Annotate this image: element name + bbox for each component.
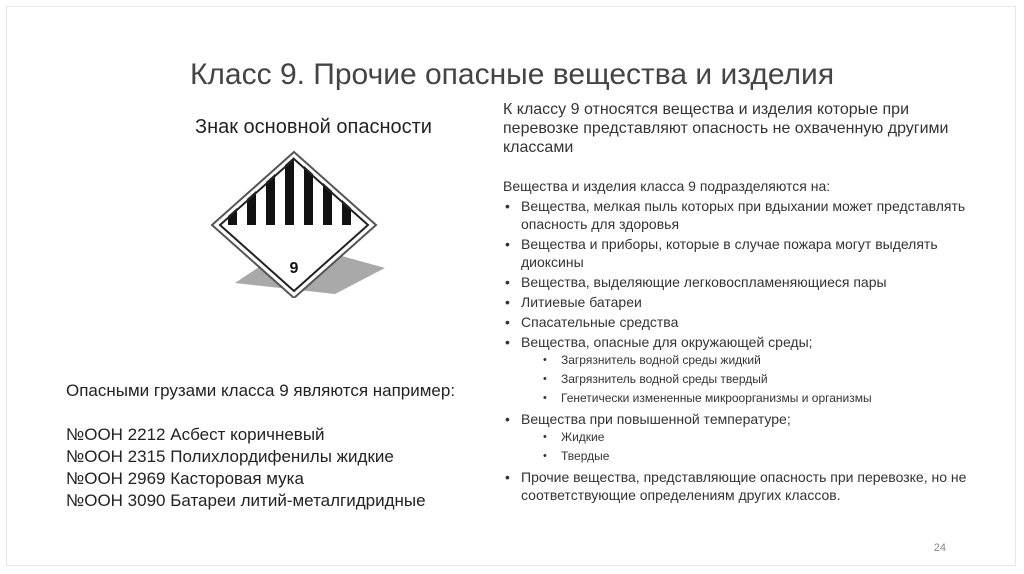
page-number: 24: [933, 542, 946, 554]
category-item: [503, 197, 973, 233]
example-item: №ООН 2212 Асбест коричневый: [66, 425, 325, 444]
category-item: [503, 313, 973, 331]
category-item: [503, 235, 973, 271]
example-item: №ООН 3090 Батареи литий-металгидридные: [66, 491, 426, 510]
description-intro: К классу 9 относятся вещества и изделия которые при перевозке представляют опасность не охваченную другими классами: [503, 101, 949, 156]
hazard-class-9-diamond-icon: [200, 148, 390, 298]
category-item: [503, 333, 973, 408]
category-item: [503, 273, 973, 291]
category-label: Литиевые батареи: [521, 294, 642, 310]
category-item: [503, 410, 973, 466]
examples-list: [66, 424, 486, 512]
subcategory-item: • Генетически измененные микроорганизмы и организмы: [521, 389, 973, 408]
list-heading: Вещества и изделия класса 9 подразделяются на:: [503, 178, 831, 194]
example-item: №ООН 2969 Касторовая мука: [66, 469, 304, 488]
sign-number: 9: [289, 260, 299, 277]
category-item: [503, 293, 973, 311]
example-item: №ООН 2315 Полихлордифенилы жидкие: [66, 447, 394, 466]
subcategory-item: • Загрязнитель водной среды жидкий: [521, 351, 973, 370]
slide-title: Класс 9. Прочие опасные вещества и изделия: [189, 58, 835, 92]
subcategory-item: • Жидкие: [521, 428, 973, 447]
category-label: Вещества, мелкая пыль которых при вдыхании может представлять опасность для здоровья: [521, 198, 966, 232]
category-label: Вещества, опасные для окружающей среды;: [521, 334, 813, 350]
subcategory-list: [521, 428, 973, 466]
category-list: [503, 197, 973, 504]
subcategory-list: [521, 351, 973, 408]
description-column: [503, 100, 973, 504]
examples-block: [66, 380, 486, 512]
category-item: [503, 468, 973, 504]
category-label: Вещества при повышенной температуре;: [521, 411, 791, 427]
category-label: Прочие вещества, представляющие опасность при перевозке, но не соответствующие определениям других классов.: [521, 469, 967, 503]
sign-caption: Знак основной опасности: [195, 116, 432, 138]
subcategory-item: • Загрязнитель водной среды твердый: [521, 370, 973, 389]
category-label: Вещества, выделяющие легковоспламеняющиеся пары: [521, 274, 887, 290]
category-label: Спасательные средства: [521, 314, 679, 330]
category-label: Вещества и приборы, которые в случае пожара могут выделять диоксины: [521, 236, 938, 270]
examples-intro: Опасными грузами класса 9 являются например:: [66, 381, 456, 400]
subcategory-item: • Твердые: [521, 447, 973, 466]
